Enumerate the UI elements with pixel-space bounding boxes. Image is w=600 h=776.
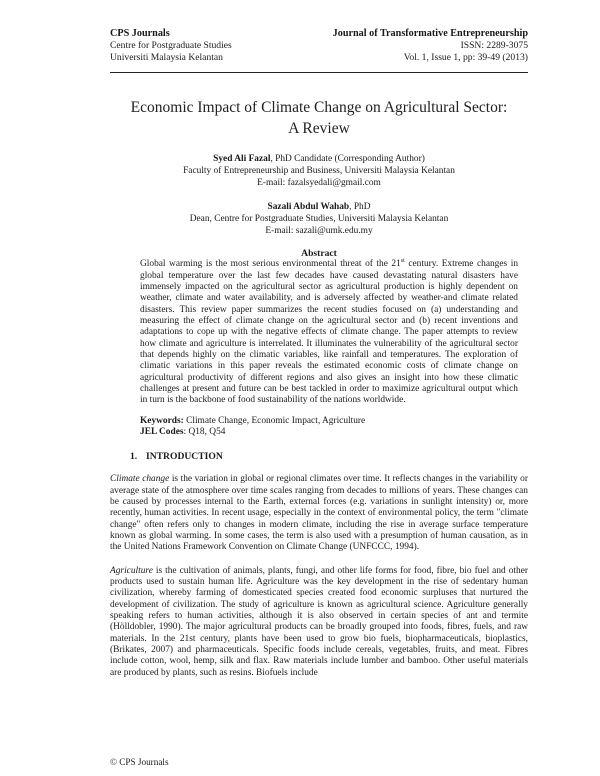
paragraph-text: is the variation in global or regional climates over time. It reflects changes in the variability or average state of the atmosphere over time scales ranging from decades to millions of years. These changes can be caused by processes internal to the Earth, external forces (e.g. variations in sunlight intensity) or, more recently, human activities. In recent usage, especially in the context of environmental policy, the term "climate change" often refers only to changes in modern climate, including the rise in average surface temperature known as global warming. In some cases, the term is also used with a presumption of human causation, as in the United Nations Framework Convention on Climate Change (UNFCCC, 1994). <box>110 474 528 553</box>
jel-label: JEL Codes <box>140 426 184 437</box>
section-title: INTRODUCTION <box>146 451 223 463</box>
publisher-name: CPS Journals <box>110 28 170 39</box>
paragraph-text: is the cultivation of animals, plants, fungi, and other life forms for food, fibre, bio fuel and other products used to sustain human life. Agriculture was the key development in the rise of sedentary human civilization, whereby farming of domesticated species created food economic surpluses that nurtured the development of civilization. The study of agriculture is known as agricultural science. Agriculture generally speaking refers to human activities, although it is also observed in certain species of ant and termite (Hölldobler, 1990). The major agricultural products can be broadly grouped into foods, fibres, fuels, and raw materials. In the 21st century, plants have been used to grow bio fuels, biopharmaceuticals, bioplastics, (Brikates, 2007) and pharmaceuticals. Specific foods include cereals, vegetables, fruits, and meat. Fibres include cotton, wool, hemp, silk and flax. Raw materials include lumber and bamboo. Other useful materials are produced by plants, such as resins. Biofuels include <box>110 565 528 678</box>
paragraph-climate-change <box>110 474 528 553</box>
author-1 <box>110 153 528 190</box>
author-role: , PhD Candidate (Corresponding Author) <box>270 154 425 164</box>
publisher-centre: Centre for Postgraduate Studies <box>110 40 232 51</box>
abstract-part: century. Extreme changes in global temperature over the last few decades have caused devastating natural disasters have immensely impacted on the agricultural sector as agricultural production is highly dependent on weather, climate and water availability, and is adversely affected by weather-and climate related disasters. This review paper summarizes the recent studies focused on (a) understanding and measuring the effect of climate change on the agricultural sector and (b) recent inventions and adaptations to cope up with the negative effects of climate change. The paper attempts to review how climate and agriculture is interrelated. It illuminates the vulnerability of the agricultural sector that depends highly on the climatic variables, like rainfall and temperatures. The exploration of climatic variations in this paper reveals the estimated economic costs of climate change on agricultural productivity of different regions and also gives an insight into how these climatic challenges at present and future can be best tackled in order to maximize agricultural output which in turn is the backbone of food sustainability of the nations worldwide. <box>140 259 519 406</box>
paragraph-agriculture <box>110 566 528 679</box>
jel-value: : Q18, Q54 <box>183 426 226 437</box>
section-number: 1. <box>130 451 138 463</box>
page-footer: © CPS Journals <box>110 757 169 767</box>
author-email: E-mail: fazalsyedali@gmail.com <box>257 178 381 189</box>
defined-term: Climate change <box>110 474 170 485</box>
section-heading <box>130 451 528 462</box>
journal-volume: Vol. 1, Issue 1, pp: 39-49 (2013) <box>403 52 528 63</box>
header-rule <box>110 72 528 73</box>
keywords-value: Climate Change, Economic Impact, Agriculture <box>183 415 366 426</box>
journal-issn: ISSN: 2289-3075 <box>460 40 528 51</box>
journal-block <box>333 28 528 64</box>
author-email: E-mail: sazali@umk.edu.my <box>265 226 373 237</box>
ordinal-suffix: st <box>400 258 405 265</box>
abstract-part: Global warming is the most serious environmental threat of the 21 <box>140 259 401 270</box>
author-role: , PhD <box>349 201 371 212</box>
journal-name: Journal of Transformative Entrepreneurship <box>332 28 528 39</box>
page-header <box>110 28 528 64</box>
abstract-text <box>140 259 518 406</box>
defined-term: Agriculture <box>110 565 153 576</box>
publisher-block <box>110 28 232 64</box>
keywords-label: Keywords: <box>140 415 184 426</box>
keywords-block <box>140 416 518 439</box>
author-name: Syed Ali Fazal <box>213 154 271 164</box>
publisher-university: Universiti Malaysia Kelantan <box>110 52 223 63</box>
author-name: Sazali Abdul Wahab <box>267 201 350 212</box>
abstract-heading: Abstract <box>301 248 337 260</box>
author-affiliation: Faculty of Entrepreneurship and Business, Universiti Malaysia Kelantan <box>183 166 455 177</box>
paper-title: Economic Impact of Climate Change on Agricultural Sector: A Review <box>130 99 508 137</box>
author-affiliation: Dean, Centre for Postgraduate Studies, Universiti Malaysia Kelantan <box>189 213 449 224</box>
author-2 <box>110 201 528 238</box>
author-list <box>110 153 528 237</box>
